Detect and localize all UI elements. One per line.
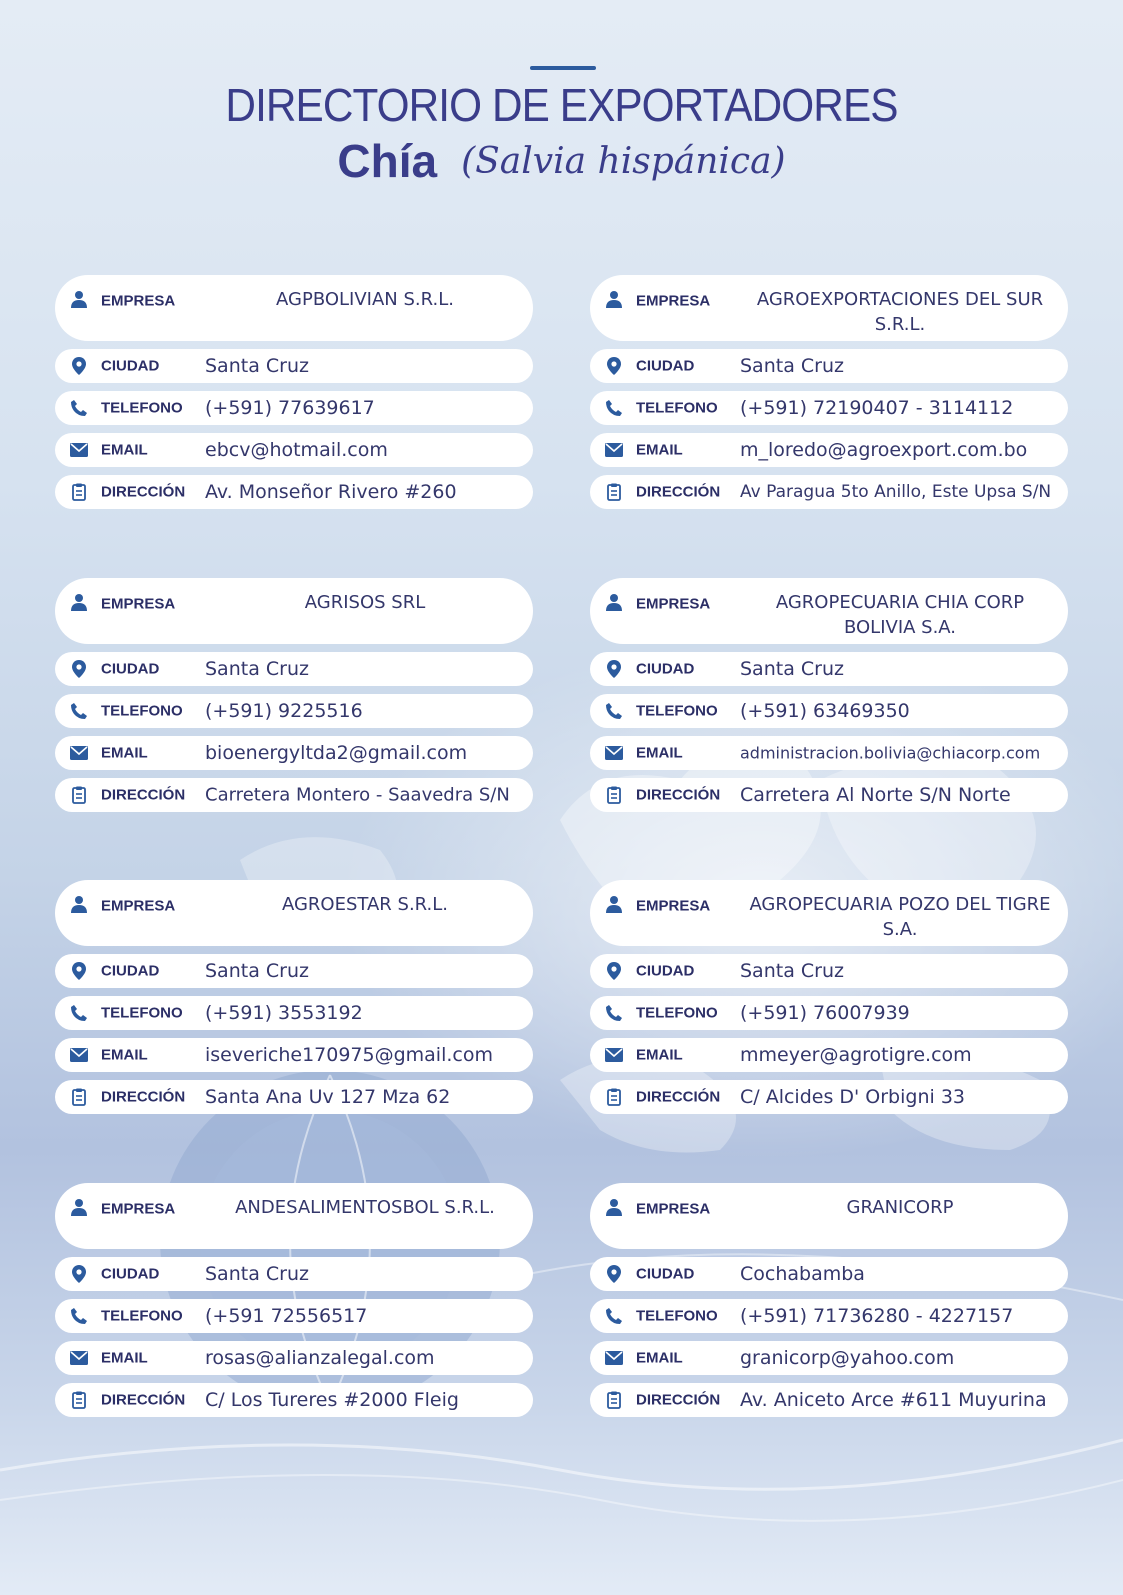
page-title: DIRECTORIO DE EXPORTADORES (225, 79, 898, 131)
direccion-label: DIRECCIÓN (636, 483, 721, 501)
empresa-value: AGROEXPORTACIONES DEL SUR S.R.L. (756, 289, 1044, 335)
title-accent-bar (530, 66, 596, 70)
empresa-label: EMPRESA (101, 292, 176, 310)
telefono-label: TELEFONO (101, 399, 183, 417)
clipboard-icon (69, 785, 89, 805)
email-label: EMAIL (101, 1349, 148, 1367)
page-subtitle (0, 134, 1123, 188)
ciudad-value: Santa Cruz (205, 658, 309, 680)
empresa-label: EMPRESA (101, 1200, 176, 1218)
direccion-row (55, 1383, 533, 1417)
clipboard-icon (69, 1390, 89, 1410)
phone-icon (604, 398, 624, 418)
email-label: EMAIL (636, 744, 683, 762)
telefono-value: (+591) 63469350 (740, 700, 910, 722)
telefono-value: (+591) 3553192 (205, 1002, 363, 1024)
telefono-label: TELEFONO (101, 702, 183, 720)
ciudad-row (590, 1257, 1068, 1291)
direccion-value: Carretera Al Norte S/N Norte (740, 784, 1011, 806)
email-label: EMAIL (636, 1349, 683, 1367)
empresa-label: EMPRESA (636, 897, 711, 915)
email-value[interactable]: m_loredo@agroexport.com.bo (740, 439, 1028, 461)
empresa-row (55, 578, 533, 644)
telefono-value: (+591) 77639617 (205, 397, 375, 419)
empresa-row (55, 275, 533, 341)
exporter-card (590, 275, 1068, 509)
direccion-row (55, 1080, 533, 1114)
telefono-label: TELEFONO (101, 1004, 183, 1022)
direccion-value: C/ Los Tureres #2000 Fleig (205, 1389, 459, 1411)
email-label: EMAIL (101, 744, 148, 762)
empresa-row (55, 880, 533, 946)
location-pin-icon (604, 356, 624, 376)
ciudad-row (590, 652, 1068, 686)
email-row (55, 1341, 533, 1375)
exporter-card (590, 578, 1068, 812)
email-value[interactable]: rosas@alianzalegal.com (205, 1347, 435, 1369)
clipboard-icon (69, 482, 89, 502)
email-label: EMAIL (101, 1046, 148, 1064)
clipboard-icon (604, 482, 624, 502)
empresa-label: EMPRESA (636, 595, 711, 613)
email-row (55, 736, 533, 770)
exporter-card (590, 1183, 1068, 1417)
location-pin-icon (69, 659, 89, 679)
ciudad-row (55, 1257, 533, 1291)
email-value[interactable]: granicorp@yahoo.com (740, 1347, 955, 1369)
direccion-row (590, 1080, 1068, 1114)
direccion-row (55, 475, 533, 509)
ciudad-label: CIUDAD (101, 660, 160, 678)
email-row (590, 736, 1068, 770)
telefono-row (55, 996, 533, 1030)
ciudad-row (55, 349, 533, 383)
email-value[interactable]: mmeyer@agrotigre.com (740, 1044, 972, 1066)
location-pin-icon (604, 659, 624, 679)
empresa-row (590, 578, 1068, 644)
location-pin-icon (604, 961, 624, 981)
exporter-card (55, 880, 533, 1114)
phone-icon (69, 1003, 89, 1023)
ciudad-row (590, 349, 1068, 383)
direccion-row (590, 475, 1068, 509)
direccion-label: DIRECCIÓN (101, 483, 186, 501)
envelope-icon (69, 1348, 89, 1368)
clipboard-icon (604, 785, 624, 805)
phone-icon (69, 701, 89, 721)
phone-icon (69, 398, 89, 418)
empresa-label: EMPRESA (636, 292, 711, 310)
phone-icon (69, 1306, 89, 1326)
location-pin-icon (604, 1264, 624, 1284)
phone-icon (604, 1003, 624, 1023)
telefono-row (55, 1299, 533, 1333)
telefono-row (55, 391, 533, 425)
email-row (55, 1038, 533, 1072)
user-icon (604, 1197, 624, 1217)
empresa-row (590, 1183, 1068, 1249)
telefono-label: TELEFONO (636, 399, 718, 417)
email-label: EMAIL (636, 441, 683, 459)
telefono-row (590, 391, 1068, 425)
envelope-icon (604, 1348, 624, 1368)
envelope-icon (69, 1045, 89, 1065)
email-row (590, 433, 1068, 467)
empresa-value: AGROPECUARIA CHIA CORP BOLIVIA S.A. (775, 592, 1025, 638)
envelope-icon (69, 440, 89, 460)
empresa-value: AGROESTAR S.R.L. (281, 894, 449, 915)
ciudad-row (55, 652, 533, 686)
direccion-label: DIRECCIÓN (101, 1391, 186, 1409)
ciudad-row (590, 954, 1068, 988)
ciudad-row (55, 954, 533, 988)
telefono-value: (+591) 9225516 (205, 700, 363, 722)
email-value[interactable]: bioenergyltda2@gmail.com (205, 742, 468, 764)
telefono-value: (+591 72556517 (205, 1305, 368, 1327)
telefono-label: TELEFONO (101, 1307, 183, 1325)
scientific-name: (Salvia hispánica) (461, 140, 786, 182)
ciudad-label: CIUDAD (636, 1265, 695, 1283)
direccion-value: Santa Ana Uv 127 Mza 62 (205, 1086, 451, 1108)
clipboard-icon (604, 1390, 624, 1410)
empresa-value: GRANICORP (846, 1197, 954, 1218)
user-icon (604, 592, 624, 612)
email-row (55, 433, 533, 467)
direccion-label: DIRECCIÓN (636, 1391, 721, 1409)
clipboard-icon (69, 1087, 89, 1107)
direccion-label: DIRECCIÓN (101, 1088, 186, 1106)
exporter-card (55, 578, 533, 812)
direccion-row (590, 778, 1068, 812)
telefono-label: TELEFONO (636, 1307, 718, 1325)
empresa-label: EMPRESA (101, 897, 176, 915)
email-value[interactable]: ebcv@hotmail.com (205, 439, 388, 461)
clipboard-icon (604, 1087, 624, 1107)
telefono-value: (+591) 76007939 (740, 1002, 910, 1024)
empresa-label: EMPRESA (636, 1200, 711, 1218)
direccion-label: DIRECCIÓN (636, 786, 721, 804)
ciudad-label: CIUDAD (101, 357, 160, 375)
user-icon (69, 1197, 89, 1217)
empresa-row (55, 1183, 533, 1249)
exporter-card (55, 275, 533, 509)
location-pin-icon (69, 961, 89, 981)
email-value[interactable]: iseveriche170975@gmail.com (205, 1044, 493, 1066)
direccion-label: DIRECCIÓN (101, 786, 186, 804)
location-pin-icon (69, 1264, 89, 1284)
empresa-value: AGRISOS SRL (304, 592, 426, 613)
empresa-row (590, 880, 1068, 946)
direccion-row (55, 778, 533, 812)
ciudad-label: CIUDAD (636, 660, 695, 678)
ciudad-label: CIUDAD (636, 962, 695, 980)
ciudad-value: Santa Cruz (205, 1263, 309, 1285)
telefono-row (590, 694, 1068, 728)
ciudad-label: CIUDAD (101, 962, 160, 980)
exporter-card (590, 880, 1068, 1114)
ciudad-value: Santa Cruz (740, 658, 844, 680)
ciudad-value: Santa Cruz (205, 960, 309, 982)
direccion-value: Av. Monseñor Rivero #260 (205, 481, 457, 503)
product-name: Chía (337, 135, 438, 187)
envelope-icon (604, 440, 624, 460)
telefono-row (55, 694, 533, 728)
envelope-icon (604, 1045, 624, 1065)
ciudad-value: Santa Cruz (740, 960, 844, 982)
telefono-label: TELEFONO (636, 702, 718, 720)
email-row (590, 1341, 1068, 1375)
location-pin-icon (69, 356, 89, 376)
user-icon (69, 894, 89, 914)
envelope-icon (69, 743, 89, 763)
direccion-value: C/ Alcides D' Orbigni 33 (740, 1086, 965, 1108)
email-label: EMAIL (636, 1046, 683, 1064)
direccion-value: Av. Aniceto Arce #611 Muyurina (740, 1389, 1047, 1411)
exporter-card (55, 1183, 533, 1417)
ciudad-label: CIUDAD (636, 357, 695, 375)
empresa-label: EMPRESA (101, 595, 176, 613)
email-row (590, 1038, 1068, 1072)
telefono-row (590, 1299, 1068, 1333)
direccion-row (590, 1383, 1068, 1417)
empresa-value: ANDESALIMENTOSBOL S.R.L. (235, 1197, 495, 1218)
empresa-row (590, 275, 1068, 341)
direccion-value: Av Paragua 5to Anillo, Este Upsa S/N (740, 482, 1052, 502)
email-label: EMAIL (101, 441, 148, 459)
telefono-value: (+591) 71736280 - 4227157 (740, 1305, 1014, 1327)
empresa-value: AGPBOLIVIAN S.R.L. (276, 289, 454, 310)
user-icon (604, 894, 624, 914)
user-icon (69, 289, 89, 309)
direccion-value: Carretera Montero - Saavedra S/N (205, 784, 510, 806)
telefono-label: TELEFONO (636, 1004, 718, 1022)
user-icon (69, 592, 89, 612)
ciudad-value: Santa Cruz (205, 355, 309, 377)
ciudad-value: Santa Cruz (740, 355, 844, 377)
direccion-label: DIRECCIÓN (636, 1088, 721, 1106)
email-value[interactable]: administracion.bolivia@chiacorp.com (740, 743, 1041, 763)
telefono-row (590, 996, 1068, 1030)
empresa-value: AGROPECUARIA POZO DEL TIGRE S.A. (749, 894, 1051, 940)
envelope-icon (604, 743, 624, 763)
phone-icon (604, 1306, 624, 1326)
ciudad-label: CIUDAD (101, 1265, 160, 1283)
user-icon (604, 289, 624, 309)
ciudad-value: Cochabamba (740, 1263, 865, 1285)
phone-icon (604, 701, 624, 721)
telefono-value: (+591) 72190407 - 3114112 (740, 397, 1014, 419)
